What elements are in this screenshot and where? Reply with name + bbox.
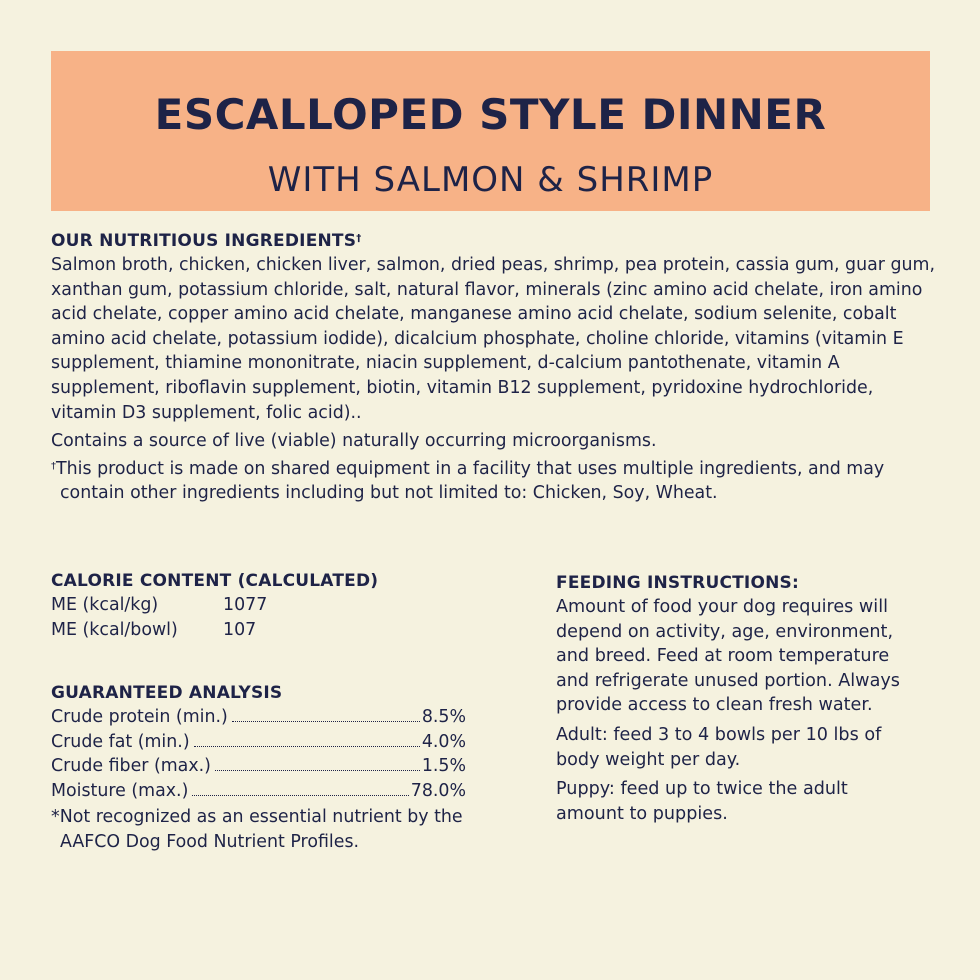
analysis-value: 4.0%: [421, 731, 466, 752]
analysis-row: [51, 705, 466, 730]
analysis-label: Crude fiber (max.): [51, 756, 211, 777]
guaranteed-analysis-section: [51, 681, 471, 855]
allergen-disclaimer: [51, 457, 936, 506]
dot-leader: [194, 745, 420, 747]
analysis-label: Crude protein (min.): [51, 707, 228, 727]
calorie-row: [51, 593, 471, 618]
analysis-row: [51, 754, 466, 779]
allergen-disclaimer-body: [51, 457, 936, 506]
product-title: ESCALLOPED STYLE DINNER: [154, 90, 827, 139]
analysis-label: Moisture (max.): [51, 780, 189, 801]
feeding-heading: FEEDING INSTRUCTIONS:: [556, 573, 799, 593]
ingredients-heading-dagger: †: [356, 233, 362, 244]
ingredients-list: Salmon broth, chicken, chicken liver, salmon, dried peas, shrimp, pea protein, cassia gum, guar gum, xanthan gum, potassium chloride, salt, natural flavor, minerals (zinc amino acid chelate, iron amino acid chelate, copper amino acid chelate, manganese amino acid chelate, sodium selenite, cobalt amino acid chelate, potassium iodide), dicalcium phosphate, choline chloride, vitamins (vitamin E supplement, thiamine mononitrate, niacin supplement, d-calcium pantothenate, vitamin A supplement, riboflavin supplement, biotin, vitamin B12 supplement, pyridoxine hydrochloride, vitamin D3 supplement, folic acid)..: [51, 255, 935, 423]
calorie-label: ME (kcal/bowl): [51, 619, 178, 640]
feeding-paragraph-adult: Adult: feed 3 to 4 bowls per 10 lbs of body weight per day.: [556, 724, 882, 770]
dot-leader: [192, 794, 408, 796]
feeding-paragraph-puppy: Puppy: feed up to twice the adult amount to puppies.: [556, 779, 848, 824]
live-microorganisms-note: Contains a source of live (viable) naturally occurring microorganisms.: [51, 431, 657, 452]
analysis-row: [51, 730, 466, 755]
calorie-heading: CALORIE CONTENT (CALCULATED): [51, 571, 379, 591]
analysis-label: Crude fat (min.): [51, 731, 190, 752]
feeding-paragraph-general: Amount of food your dog requires will depend on activity, age, environment, and breed. Feed at room temperature and refrigerate unused portion. Always provide access to clean fresh water.: [556, 597, 900, 716]
calorie-content-section: [51, 569, 471, 642]
calorie-row: [51, 618, 471, 643]
ingredients-heading-text: OUR NUTRITIOUS INGREDIENTS: [51, 231, 357, 251]
dot-leader: [215, 769, 420, 771]
analysis-value: 1.5%: [421, 756, 466, 777]
disclaimer-text: This product is made on shared equipment in a facility that uses multiple ingredients, and may contain other ingredients including but not limited to: Chicken, Soy, Wheat.: [56, 458, 885, 504]
analysis-heading: GUARANTEED ANALYSIS: [51, 683, 283, 703]
disclaimer-dagger: †: [51, 460, 56, 472]
title-banner: [51, 51, 930, 211]
calorie-value: 107: [223, 619, 257, 640]
ingredients-heading: [51, 229, 936, 253]
calorie-value: 1077: [223, 595, 268, 615]
feeding-instructions-section: [556, 571, 916, 826]
analysis-value: 8.5%: [421, 707, 466, 727]
dot-leader: [232, 720, 420, 722]
analysis-row: [51, 779, 466, 804]
calorie-label: ME (kcal/kg): [51, 595, 159, 615]
ingredients-section: [51, 229, 936, 506]
analysis-value: 78.0%: [410, 780, 466, 801]
product-subtitle: WITH SALMON & SHRIMP: [267, 160, 714, 200]
aafco-footnote: *Not recognized as an essential nutrient by the AAFCO Dog Food Nutrient Profiles.: [51, 807, 463, 852]
